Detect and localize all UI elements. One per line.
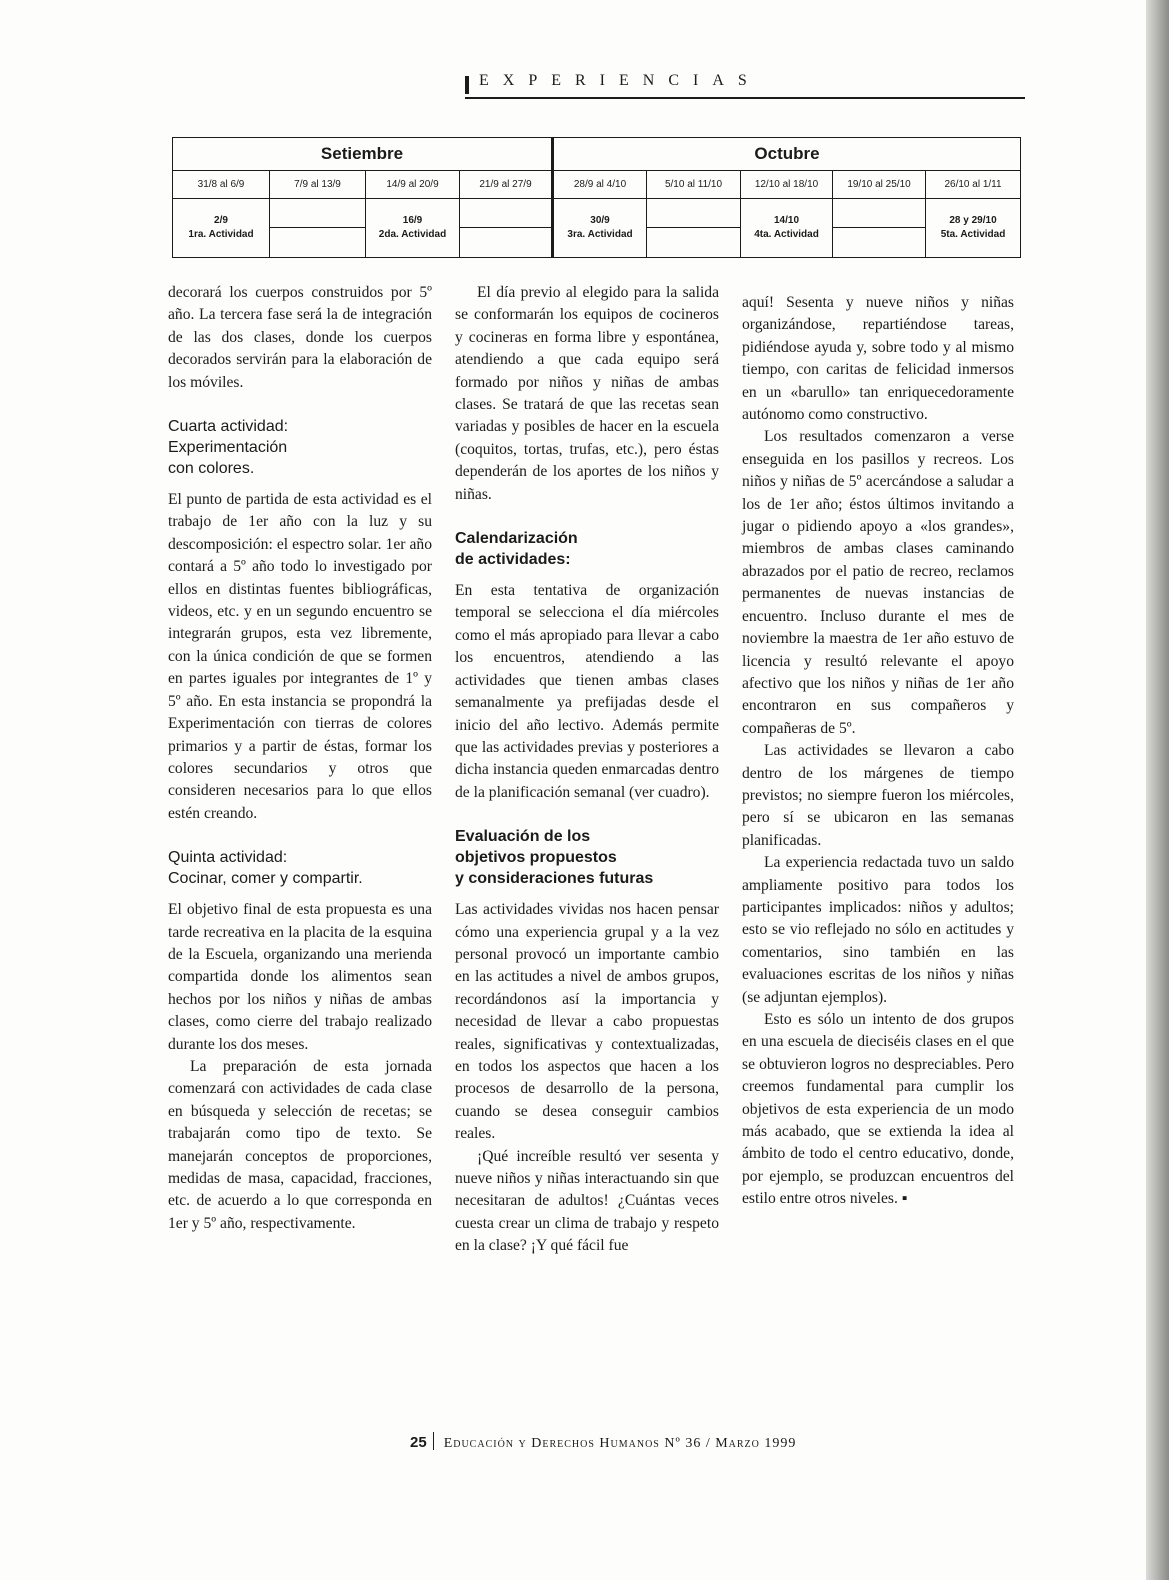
activity-date: 2/9 (214, 214, 228, 226)
heading-line: Cocinar, comer y compartir. (168, 870, 363, 888)
paragraph: Las actividades se llevaron a cabo dentro de los márgenes de tiempo previstos; no siempre fueron los miércoles, pero sí se ubicaron en las semanas planificadas. (742, 742, 1014, 849)
activity-cell-3 (553, 198, 647, 257)
paragraph: El punto de partida de esta actividad es el trabajo de 1er año con la luz y su descomposición: el espectro solar. 1er año contará a 5º año todo lo investigado por ellos en distintas fuentes bibliográficas, videos, etc. y en un segundo encuentro se integrarán grupos, esta vez libremente, con la única condición de que se formen en partes iguales por integrantes de 1º y 5º año. En esta instancia se propondrá la Experimentación con tierras de colores primarios y a partir de éstas, formar los colores secundarios y otros que consideren necesarios para lo que ellos estén creando. (168, 491, 432, 822)
page-number: 25 (410, 1434, 427, 1451)
empty-cell (833, 228, 926, 258)
heading-calendarizacion (455, 528, 719, 570)
header-rule (465, 97, 1025, 99)
empty-cell (833, 198, 926, 228)
calendar-table (172, 137, 1021, 258)
paragraph: El objetivo final de esta propuesta es una tarde recreativa en la placita de la esquina de la Escuela, organizando una merienda compartida donde los alimentos sean hechos por los niños y niñas de ambas clases, como cierre del trabajo realizado durante los dos meses. (168, 901, 432, 1053)
week-cell: 21/9 al 27/9 (460, 171, 553, 198)
section-header (465, 72, 1025, 102)
page-edge-shadow (1146, 0, 1169, 1580)
month-setiembre: Setiembre (173, 138, 553, 171)
activity-cell-4 (741, 198, 833, 257)
week-cell: 19/10 al 25/10 (833, 171, 926, 198)
week-cell: 12/10 al 18/10 (741, 171, 833, 198)
activity-label: 1ra. Actividad (188, 228, 254, 240)
week-cell: 31/8 al 6/9 (173, 171, 270, 198)
activity-cell-1 (173, 198, 270, 257)
heading-line: Quinta actividad: (168, 849, 288, 867)
heading-line: Calendarización (455, 530, 578, 548)
publication-name: Educación y Derechos Humanos Nº 36 / Marzo 1999 (443, 1436, 797, 1451)
activity-date: 30/9 (590, 214, 610, 226)
heading-line: Evaluación de los (455, 828, 591, 846)
activity-date: 14/10 (774, 214, 800, 226)
week-cell: 5/10 al 11/10 (647, 171, 741, 198)
month-octubre: Octubre (553, 138, 1021, 171)
header-bar (465, 76, 469, 94)
activity-cell-5 (926, 198, 1021, 257)
activity-label: 2da. Actividad (378, 228, 447, 240)
activity-label: 3ra. Actividad (567, 228, 633, 240)
empty-cell (270, 198, 366, 228)
text-column-3 (742, 292, 1014, 1211)
empty-cell (460, 198, 553, 228)
activity-date: 28 y 29/10 (949, 214, 997, 226)
heading-line: Cuarta actividad: (168, 418, 289, 436)
empty-cell (270, 228, 366, 258)
heading-line: de actividades: (455, 551, 571, 569)
paragraph: El día previo al elegido para la salida se conformarán los equipos de cocineros y cocineras en forma libre y espontánea, atendiendo a que cada equipo será formado por niños y niñas de ambas clases. Se tratará de que las recetas sean variadas y posibles de hacer en la escuela (coquitos, tortas, trufas, etc.), pero éstas dependerán de los aportes de los niños y niñas. (455, 284, 719, 503)
week-cell: 7/9 al 13/9 (270, 171, 366, 198)
text-column-2 (455, 282, 719, 1258)
empty-cell (647, 228, 741, 258)
paragraph: Las actividades vividas nos hacen pensar cómo una experiencia grupal y a la vez personal provocó un importante cambio en las actitudes a nivel de ambos grupos, recordándonos así la importancia y necesidad de llevar a cabo propuestas reales, significativas y contextualizadas, en todos los aspectos que hacen a los procesos de desarrollo de la persona, cuando se desea conseguir cambios reales. (455, 901, 719, 1143)
paragraph: decorará los cuerpos construidos por 5º año. La tercera fase será la de integración de las dos clases, donde los cuerpos decorados servirán para la elaboración de los móviles. (168, 284, 432, 391)
paragraph: ¡Qué increíble resultó ver sesenta y nueve niños y niñas interactuando sin que necesitaran de adultos! ¿Cuántas veces cuesta crear un clima de trabajo y respeto en la clase? ¡Y qué fácil fue (455, 1147, 719, 1255)
paragraph: Esto es sólo un intento de dos grupos en una escuela de dieciséis clases en el que se obtuvieron logros no despreciables. Pero creemos fundamental para cumplir los objetivos de esta experiencia de un modo más acabado, que se extienda la idea al ámbito de todo el centro educativo, donde, por ejemplo, se produzcan encuentros del estilo entre otros niveles. ▪ (742, 1011, 1014, 1208)
heading-line: y consideraciones futuras (455, 870, 654, 888)
paragraph: Los resultados comenzaron a verse enseguida en los pasillos y recreos. Los niños y niñas de 5º acercándose a saludar a los de 1er año; éstos últimos invitando a jugar o pidiendo apoyo a «los grandes», miembros de ambas clases caminando abrazados por el patio de recreo, reclamos permanentes de nuevas instancias de encuentro. Incluso durante el mes de noviembre la maestra de 1er año estuvo de licencia y resultó relevante el apoyo afectivo que los niños y niñas de 1er año encontraron en sus compañeros y compañeras de 5º. (742, 428, 1014, 737)
page-footer (410, 1432, 796, 1452)
activity-label: 4ta. Actividad (754, 228, 819, 240)
heading-quinta-actividad (168, 847, 432, 889)
empty-cell (647, 198, 741, 228)
section-title: EXPERIENCIAS (479, 72, 761, 89)
heading-line: Experimentación (168, 439, 288, 457)
heading-evaluacion (455, 826, 719, 889)
paragraph: La preparación de esta jornada comenzará con actividades de cada clase en búsqueda y selección de recetas; se trabajarán como tipo de texto. Se manejarán conceptos de proporciones, medidas de masa, capacidad, fracciones, etc. de acuerdo a lo que corresponda en 1er y 5º año, respectivamente. (168, 1057, 432, 1232)
paragraph: aquí! Sesenta y nueve niños y niñas organizándose, repartiéndose tareas, pidiéndose ayuda y, sobre todo y al mismo tiempo, con caritas de felicidad inmersos en un «barullo» tan enriquecedoramente autónomo como constructivo. (742, 294, 1014, 424)
week-cell: 28/9 al 4/10 (553, 171, 647, 198)
footer-divider (433, 1432, 434, 1450)
heading-line: objetivos propuestos (455, 849, 617, 867)
week-cell: 14/9 al 20/9 (366, 171, 460, 198)
activity-cell-2 (366, 198, 460, 257)
text-column-1 (168, 282, 432, 1235)
empty-cell (460, 228, 553, 258)
heading-cuarta-actividad (168, 416, 432, 479)
heading-line: con colores. (168, 460, 255, 478)
activity-date: 16/9 (402, 214, 423, 226)
week-cell: 26/10 al 1/11 (926, 171, 1021, 198)
paragraph: La experiencia redactada tuvo un saldo ampliamente positivo para todos los participantes implicados: niños y adultos; esto se vio reflejado no sólo en actitudes y comentarios, sino también en las evaluaciones escritas de los niños y niñas (se adjuntan ejemplos). (742, 854, 1014, 1006)
paragraph: En esta tentativa de organización temporal se selecciona el día miércoles como el más apropiado para llevar a cabo los encuentros, atendiendo a las actividades que tienen ambas clases semanalmente ya prefijadas desde el inicio del año lectivo. Además permite que las actividades previas y posteriores a dicha instancia queden enmarcadas dentro de la planificación semanal (ver cuadro). (455, 582, 719, 801)
activity-label: 5ta. Actividad (940, 228, 1006, 240)
